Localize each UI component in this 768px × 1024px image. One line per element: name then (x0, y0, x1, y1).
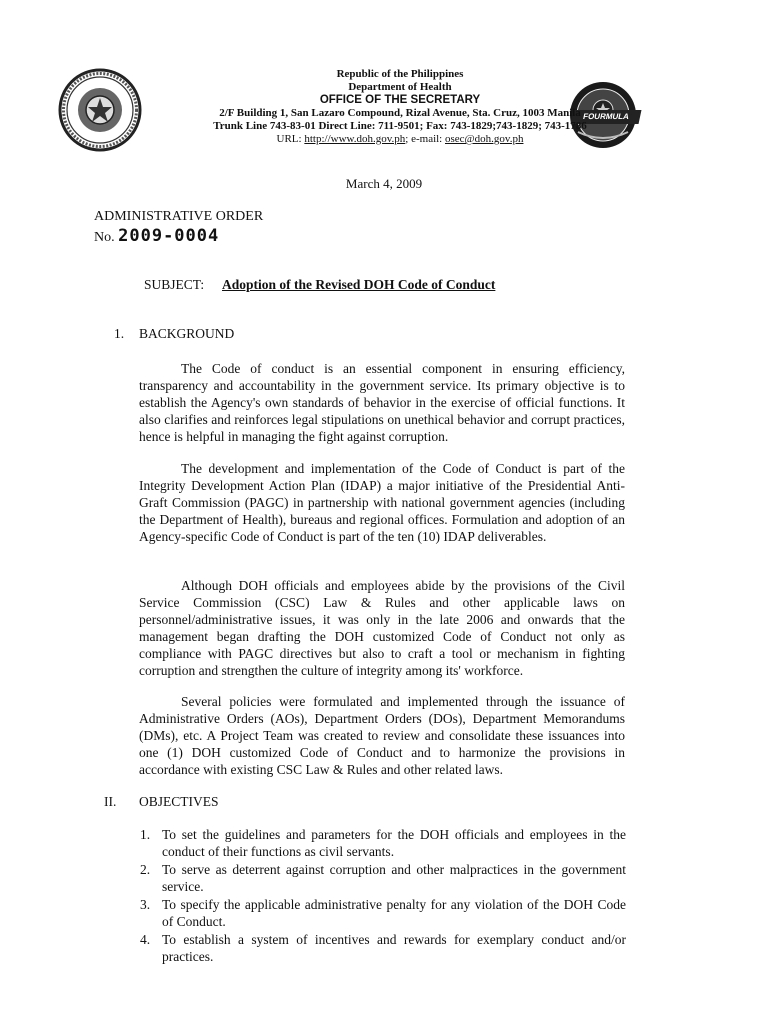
list-item-text: To establish a system of incentives and rewards for exemplary conduct and/or practices. (162, 932, 626, 964)
section-heading-objectives: OBJECTIVES (139, 794, 219, 809)
paragraph-text: Although DOH officials and employees abide by the provisions of the Civil Service Commission (CSC) Law & Rules and other applicable laws on personnel/administrative issues, it was only in the late 2006 and onwards that the management began drafting the DOH customized Code of Conduct not only as compliance with PAGC directives but also to craft a tool or mechanism in fighting corruption and strengthen the culture of integrity among its' workforce. (139, 578, 625, 678)
paragraph-text: Several policies were formulated and implemented through the issuance of Administrative Orders (AOs), Department Orders (DOs), Department Memorandums (DMs), etc. A Project Team was created to review and consolidate these issuances into one (1) DOH customized Code of Conduct and to harmonize the provisions in accordance with existing CSC Law & Rules and other related laws. (139, 694, 625, 777)
list-item-text: To specify the applicable administrative penalty for any violation of the DOH Code of Conduct. (162, 897, 626, 929)
website-link[interactable]: http://www.doh.gov.ph (304, 133, 406, 145)
email-link[interactable]: osec@doh.gov.ph (445, 133, 524, 145)
list-item (140, 896, 626, 930)
order-title: ADMINISTRATIVE ORDER (94, 209, 264, 224)
background-paragraph-4 (139, 693, 625, 778)
document-date: March 4, 2009 (345, 176, 423, 191)
section-number-background: 1. (114, 326, 125, 341)
section-heading-background: BACKGROUND (139, 326, 235, 341)
list-item (140, 826, 626, 860)
order-number-label: No. (94, 230, 115, 245)
subject-label: SUBJECT: (144, 277, 205, 292)
paragraph-text: The development and implementation of the Code of Conduct is part of the Integrity Development Action Plan (IDAP) a major initiative of the Presidential Anti-Graft Commission (PAGC) in partnership with national government agencies (including the Department of Health), bureaus and regional offices. Formulation and adoption of an Agency-specific Code of Conduct is part of the ten (10) IDAP deliverables. (139, 461, 625, 544)
order-number: 2009-0004 (118, 226, 220, 246)
subject-title: Adoption of the Revised DOH Code of Conduct (222, 277, 496, 292)
list-item-number: 1. (140, 827, 151, 842)
list-item-text: To set the guidelines and parameters for the DOH officials and employees in the conduct of their functions as civil servants. (162, 827, 626, 859)
list-item (140, 861, 626, 895)
letterhead (150, 68, 650, 146)
order-number-line (94, 226, 219, 246)
list-item-number: 4. (140, 932, 151, 947)
list-item-text: To serve as deterrent against corruption and other malpractices in the government service. (162, 862, 626, 894)
objectives-list (140, 826, 626, 966)
address-line: 2/F Building 1, San Lazaro Compound, Rizal Avenue, Sta. Cruz, 1003 Manila (219, 107, 581, 119)
republic-line: Republic of the Philippines (336, 68, 464, 80)
background-paragraph-2 (139, 460, 625, 545)
paragraph-text: The Code of conduct is an essential component in ensuring efficiency, transparency and accountability in the government service. Its primary objective is to establish the Agency's own standards of behavior in the exercise of official functions. It also clarifies and reinforces legal stipulations on unethical behavior and corrupt practices, hence is helpful in managing the fight against corruption. (139, 361, 625, 444)
url-label: URL: (276, 133, 305, 145)
list-item (140, 931, 626, 965)
background-paragraph-3 (139, 577, 625, 679)
office-line: OFFICE OF THE SECRETARY (319, 94, 481, 106)
list-item-number: 2. (140, 862, 151, 877)
section-number-objectives: II. (104, 794, 117, 809)
doh-seal-icon (58, 68, 142, 152)
background-paragraph-1 (139, 360, 625, 445)
phone-line: Trunk Line 743-83-01 Direct Line: 711-9501; Fax: 743-1829;743-1829; 743-1786 (213, 120, 587, 132)
fourmula-logo-label: FOURMULA (571, 110, 642, 124)
list-item-number: 3. (140, 897, 151, 912)
url-line (150, 133, 650, 146)
subject-line (144, 277, 496, 293)
email-label: ; e-mail: (405, 133, 445, 145)
department-line: Department of Health (348, 81, 452, 93)
